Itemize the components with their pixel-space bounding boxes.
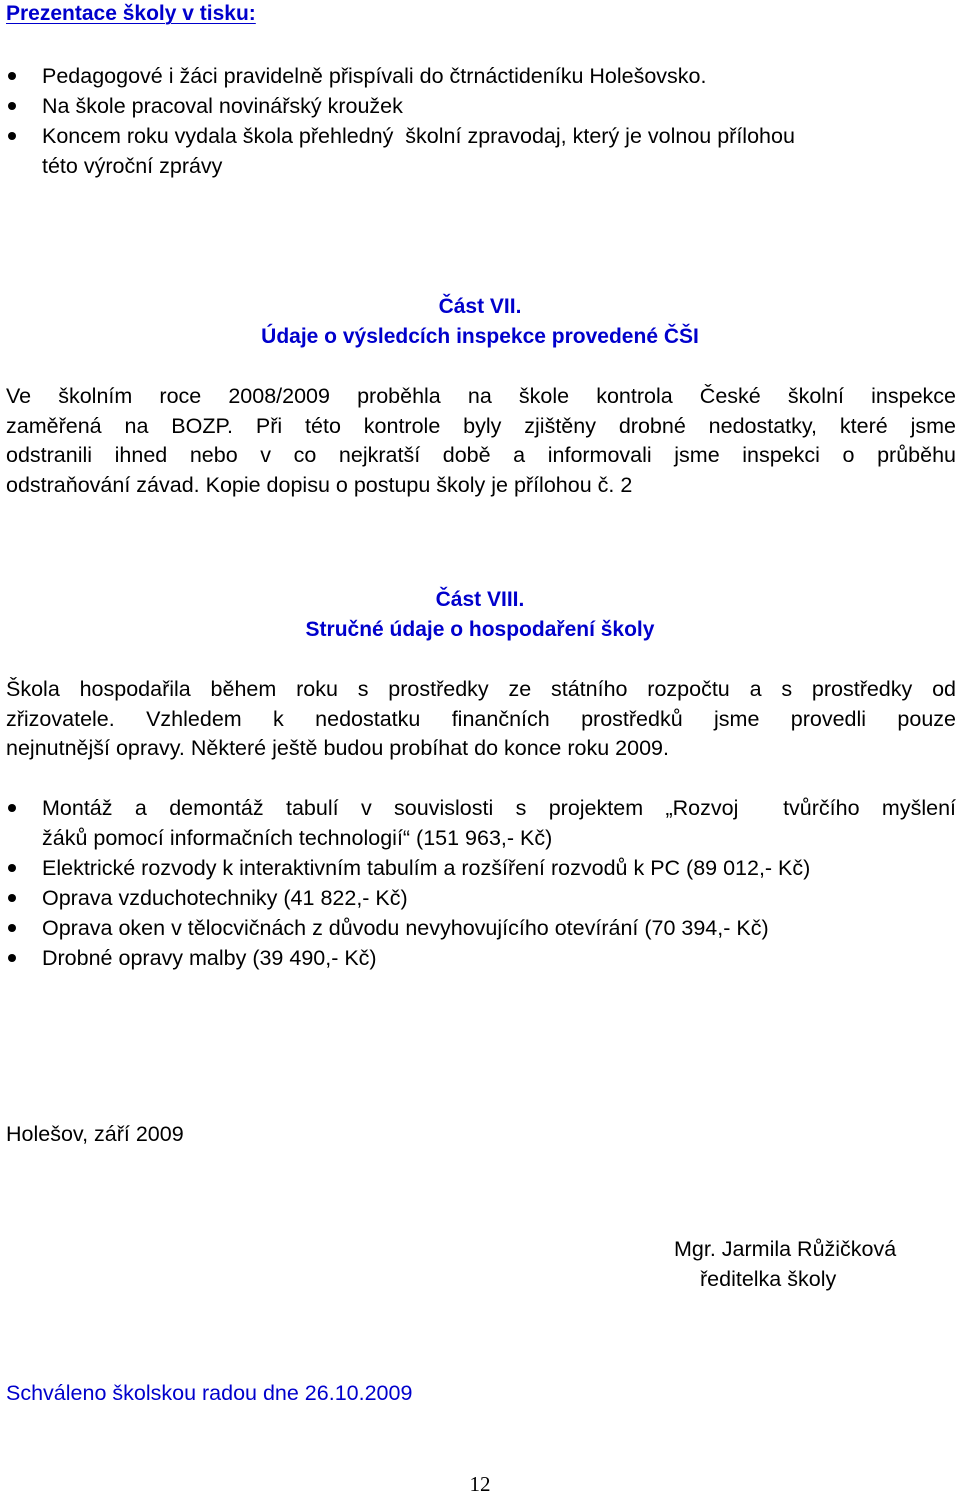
part7-label: Část VII. [438,295,522,318]
part7-title: Údaje o výsledcích inspekce provedené ČŠI [261,325,699,348]
press-bullet-2-line-1: Na škole pracoval novinářský kroužek [42,94,403,118]
press-bullet-2 [42,91,956,121]
budget-bullet-1-line-1: Montáž a demontáž tabulí v souvislosti s projektem „Rozvoj tvůrčího myšlení [42,796,956,820]
part8-line-2: zřizovatele. Vzhledem k nedostatku finančních prostředků jsme provedli pouze [6,706,956,731]
budget-bullet-4-line-1: Oprava oken v tělocvičnách z důvodu nevyhovujícího otevírání (70 394,- Kč) [42,916,769,940]
part7-line-1: Ve školním roce 2008/2009 proběhla na škole kontrola České školní inspekce [6,384,956,408]
place-date: Holešov, září 2009 [6,1122,184,1146]
page-number: 12 [469,1472,491,1496]
bullet-dot [8,102,16,110]
approval-note: Schváleno školskou radou dne 26.10.2009 [6,1381,413,1405]
part7-line-2: zaměřená na BOZP. Při této kontrole byly zjištěny drobné nedostatky, které jsme [6,413,956,438]
signatory-role: ředitelka školy [700,1267,837,1291]
part8-paragraph [6,675,956,764]
press-bullet-3-line-2: této výroční zprávy [42,154,223,178]
bullet-dot [8,954,16,962]
budget-bullet-1 [42,793,956,853]
part7-line-3: odstranili ihned nebo v co nejkratší době a informovali jsme inspekci o průběhu [6,443,956,467]
budget-bullet-5-line-1: Drobné opravy malby (39 490,- Kč) [42,946,377,970]
press-heading: Prezentace školy v tisku: [6,2,256,25]
budget-bullet-4 [42,913,956,943]
part8-label: Část VIII. [435,588,525,611]
press-bullet-3 [42,121,956,181]
budget-bullet-3 [42,883,956,913]
bullet-dot [8,132,16,140]
budget-bullet-5 [42,943,956,973]
part7-line-4: odstraňování závad. Kopie dopisu o postupu školy je přílohou č. 2 [6,472,633,497]
budget-bullet-3-line-1: Oprava vzduchotechniky (41 822,- Kč) [42,886,408,910]
press-bullet-1-line-1: Pedagogové i žáci pravidelně přispívali do čtrnáctideníku Holešovsko. [42,64,707,88]
part8-line-3: nejnutnější opravy. Některé ještě budou probíhat do konce roku 2009. [6,736,669,760]
bullet-dot [8,864,16,872]
press-bullet-3-line-1: Koncem roku vydala škola přehledný školní zpravodaj, který je volnou přílohou [42,124,795,148]
bullet-dot [8,804,16,812]
part8-line-1: Škola hospodařila během roku s prostředky ze státního rozpočtu a s prostředky od [6,677,956,701]
part7-paragraph [6,382,956,500]
bullet-dot [8,924,16,932]
bullet-dot [8,72,16,80]
budget-bullet-1-line-2: žáků pomocí informačních technologií“ (151 963,- Kč) [42,826,553,850]
press-bullet-1 [42,61,956,91]
bullet-dot [8,894,16,902]
budget-bullet-2 [42,853,956,883]
signatory-name: Mgr. Jarmila Růžičková [674,1237,897,1261]
budget-bullet-2-line-1: Elektrické rozvody k interaktivním tabulím a rozšíření rozvodů k PC (89 012,- Kč) [42,856,811,880]
part8-title: Stručné údaje o hospodaření školy [305,618,655,641]
